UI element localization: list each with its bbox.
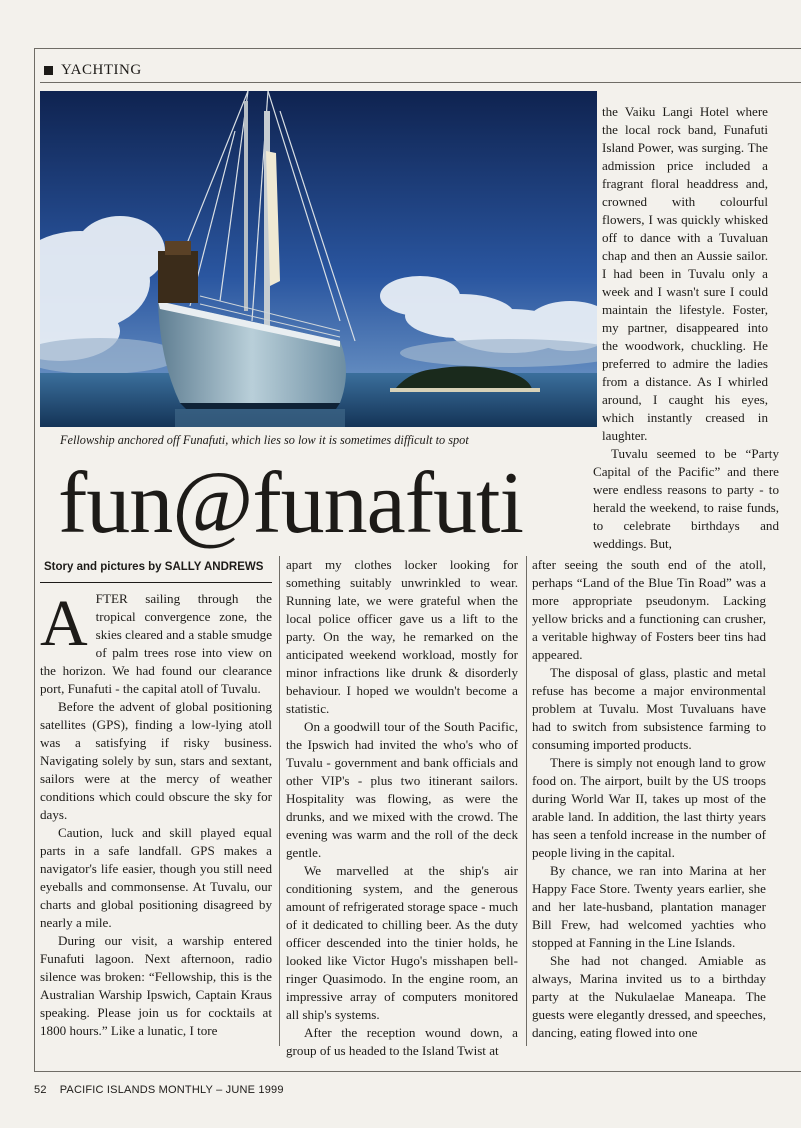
paragraph: apart my clothes locker looking for something suitably unwrinkled to wear. Running late, we were grateful when the local police officer gave us a lift to the party. On the way, he remarked on the anticipated weekend workload, mostly for minor infractions like drunk & disorderly behaviour. I hoped we wouldn't become a statistic. bbox=[286, 557, 518, 716]
byline-rule bbox=[40, 582, 272, 583]
article-title: fun@funafuti bbox=[58, 455, 523, 552]
section-rule bbox=[40, 82, 801, 83]
yacht-photo bbox=[40, 91, 597, 427]
column-2 bbox=[286, 556, 518, 1060]
publication-line: PACIFIC ISLANDS MONTHLY – JUNE 1999 bbox=[59, 1084, 284, 1096]
column-divider bbox=[526, 556, 527, 1046]
photo-caption: Fellowship anchored off Funafuti, which lies so low it is sometimes difficult to spot bbox=[60, 433, 469, 447]
paragraph: She had not changed. Amiable as always, Marina invited us to a birthday party at the Nukulaelae Maneapa. The guests were elegantly dressed, and speeches, dancing, eating flowed into one bbox=[532, 953, 766, 1040]
page-footer bbox=[34, 1084, 284, 1096]
drop-cap: A bbox=[40, 587, 88, 660]
section-header bbox=[44, 60, 142, 80]
paragraph: Before the advent of global positioning satellites (GPS), finding a low-lying atoll was a satisfying if risky business. Navigating solely by sun, stars and sextant, sailors were at the mercy of weather conditions which could obscure the sky for days. bbox=[40, 699, 272, 822]
right-column-top bbox=[593, 103, 779, 553]
page-number: 52 bbox=[34, 1084, 47, 1096]
paragraph: Tuvalu seemed to be “Party Capital of the Pacific” and there were endless reasons to party - to herald the weekend, to raise funds, to celebrate birthdays and weddings. But, bbox=[593, 446, 779, 551]
column-divider bbox=[279, 556, 280, 1046]
paragraph: During our visit, a warship entered Funafuti lagoon. Next afternoon, radio silence was broken: “Fellowship, this is the Australian Warship Ipswich, Captain Kraus speaking. Please join us for cocktails at 1800 hours.” Like a lunatic, I tore bbox=[40, 933, 272, 1038]
section-marker-icon bbox=[44, 66, 53, 75]
section-label: YACHTING bbox=[61, 61, 142, 78]
paragraph: FTER sailing through the tropical convergence zone, the skies cleared and a stable smudge of palm trees rose into view on the horizon. We had found our clearance port, Funafuti - the capital atoll of Tuvalu. bbox=[40, 591, 273, 696]
paragraph: after seeing the south end of the atoll, perhaps “Land of the Blue Tin Road” was a more appropriate pseudonym. Lacking yellow bricks and a functioning can crusher, a veritable highway of Fosters beer tins had appeared. bbox=[532, 557, 766, 662]
paragraph: Caution, luck and skill played equal parts in a safe landfall. GPS makes a navigator's life easier, though you still need eyeballs and commonsense. At Tuvalu, our charts and global positioning disagreed by nearly a mile. bbox=[40, 825, 272, 930]
column-3 bbox=[532, 556, 766, 1042]
paragraph: On a goodwill tour of the South Pacific, the Ipswich had invited the who's who of Tuvalu - government and bank officials and other VIP's - plus two itinerant sailors. Hospitality was flowing, as were the drunks, and we mixed with the crowd. The evening was warm and the roll of the deck gentle. bbox=[286, 719, 518, 860]
column-1 bbox=[40, 587, 273, 1040]
paragraph: We marvelled at the ship's air conditioning system, and the generous amount of refrigerated storage space - much of it dedicated to chilling beer. As the duty officer descended into the tinier holds, he looked like Victor Hugo's misshapen bell-ringer Quasimodo. In the engine room, an impressive array of computers monitored all ship's systems. bbox=[286, 863, 518, 1022]
byline: Story and pictures by SALLY ANDREWS bbox=[44, 561, 264, 573]
paragraph: The disposal of glass, plastic and metal refuse has become a major environmental problem at Tuvalu. Most Tuvaluans have had to switch from subsistence farming to consuming imported products. bbox=[532, 665, 766, 752]
yacht-illustration bbox=[40, 91, 597, 427]
paragraph: There is simply not enough land to grow food on. The airport, built by the US troops during World War II, takes up most of the arable land. In addition, the last thirty years has seen a tenfold increase in the number of people living in the capital. bbox=[532, 755, 766, 860]
paragraph: the Vaiku Langi Hotel where the local rock band, Funafuti Island Power, was surging. The admission price included a fragrant floral headdress and, crowned with colourful flowers, I was quickly whisked off to dance with a Tuvaluan chap and then an Aussie sailor. I had been in Tuvalu only a week and I wasn't sure I could maintain the lifestyle. Foster, my partner, disappeared into the woodwork, chuckling. He preferred to admire the ladies from a distance. As I whirled around, I caught his eyes, which instantly creased in laughter. bbox=[602, 104, 768, 443]
paragraph: After the reception wound down, a group of us headed to the Island Twist at bbox=[286, 1025, 518, 1058]
paragraph: By chance, we ran into Marina at her Happy Face Store. Twenty years earlier, she and her late-husband, plantation manager Bill Frew, had welcomed yachties who stopped at Fanning in the Line Islands. bbox=[532, 863, 766, 950]
